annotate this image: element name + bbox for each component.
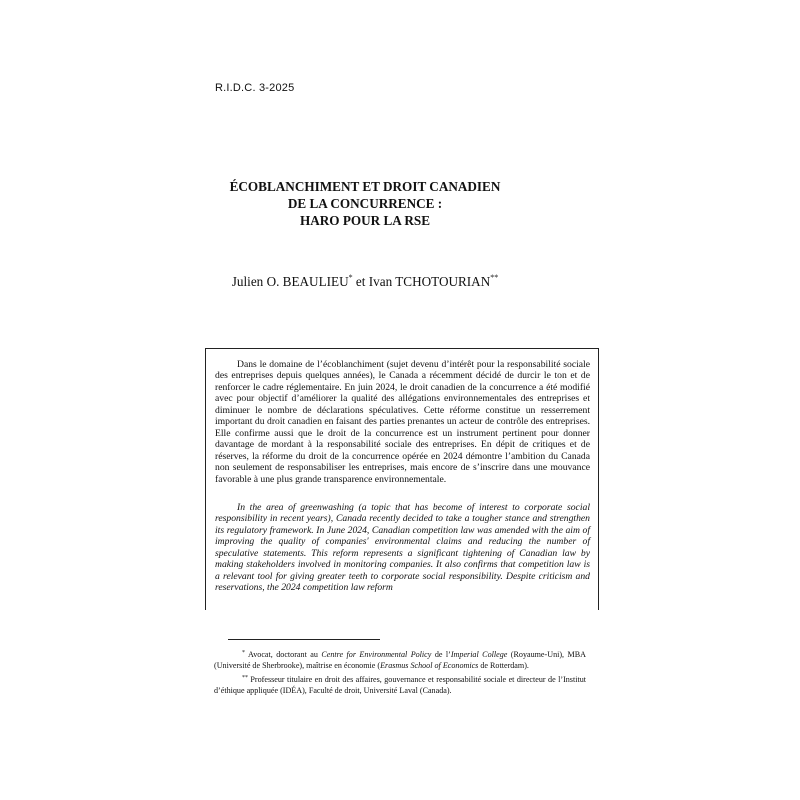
- author-conjunction: et: [352, 274, 369, 289]
- author-2-footnote-mark: **: [490, 273, 499, 282]
- author-1-footnote-mark: *: [348, 273, 353, 282]
- author-line: [200, 273, 530, 290]
- footnote-1-italic-a: Centre for Environmental Policy: [321, 650, 432, 659]
- abstract-box: [205, 348, 599, 610]
- footnote-1-italic-b: Imperial College: [450, 650, 508, 659]
- footnote-separator: [228, 639, 380, 640]
- footnote-2-mark: **: [242, 675, 248, 681]
- article-title: [200, 178, 530, 229]
- title-line-2: DE LA CONCURRENCE :: [287, 196, 443, 211]
- footnote-1-text-d: de Rotterdam).: [478, 660, 529, 670]
- journal-reference: R.I.D.C. 3-2025: [215, 82, 295, 94]
- footnote-2: [214, 673, 586, 696]
- footnotes: [214, 648, 586, 698]
- footnote-1-text-a: Avocat, doctorant au: [245, 650, 322, 659]
- abstract-english: In the area of greenwashing (a topic that has become of interest to corporate social responsibility in recent years), Canada recently decided to take a tougher stance and strengthen its regulatory framework. In June 2024, Canadian competition law was amended with the aim of improving the quality of companies' environmental claims and reducing the number of speculative statements. This reform represents a significant tightening of Canadian law by making stakeholders involved in monitoring companies. It also confirms that competition law is a relevant tool for giving greater teeth to corporate social responsibility. Despite criticism and reservations, the 2024 competition law reform: [215, 501, 590, 594]
- footnote-2-text: Professeur titulaire en droit des affaires, gouvernance et responsabilité sociale et directeur de l’Institut d’éthique appliquée (IDÉA), Faculté de droit, Université Laval (Canada).: [214, 675, 586, 695]
- footnote-1: [214, 648, 586, 671]
- footnote-1-mark: *: [242, 650, 245, 656]
- title-line-1: ÉCOBLANCHIMENT ET DROIT CANADIEN: [229, 179, 501, 194]
- footnote-1-text-c: (Royaume-Uni), MBA (Université de Sherbrooke), maîtrise en économie (: [214, 650, 586, 670]
- footnote-1-text-b: de l’: [431, 650, 451, 659]
- footnote-1-italic-c: Erasmus School of Economics: [380, 660, 479, 670]
- abstract-french: Dans le domaine de l’écoblanchiment (sujet devenu d’intérêt pour la responsabilité sociale des entreprises depuis quelques années), le Canada a récemment décidé de durcir le ton et de renforcer le cadre réglementaire. En juin 2024, le droit canadien de la concurrence a été modifié avec pour objectif d’améliorer la qualité des allégations environnementales des entreprises et diminuer le nombre de déclarations spéculatives. Cette réforme constitue un resserrement important du droit canadien en faisant des parties prenantes un acteur de contrôle des entreprises. Elle confirme aussi que le droit de la concurrence est un instrument pertinent pour donner davantage de mordant à la responsabilité sociale des entreprises. En dépit de critiques et de réserves, la réforme du droit de la concurrence opérée en 2024 démontre l’ambition du Canada non seulement de responsabiliser les entreprises, mais encore de s’inscrire dans une mouvance favorable à une plus grande transparence environnementale.: [215, 359, 590, 485]
- author-2: Ivan TCHOTOURIAN: [368, 274, 491, 289]
- title-line-3: HARO POUR LA RSE: [299, 213, 431, 228]
- author-1: Julien O. BEAULIEU: [231, 274, 349, 289]
